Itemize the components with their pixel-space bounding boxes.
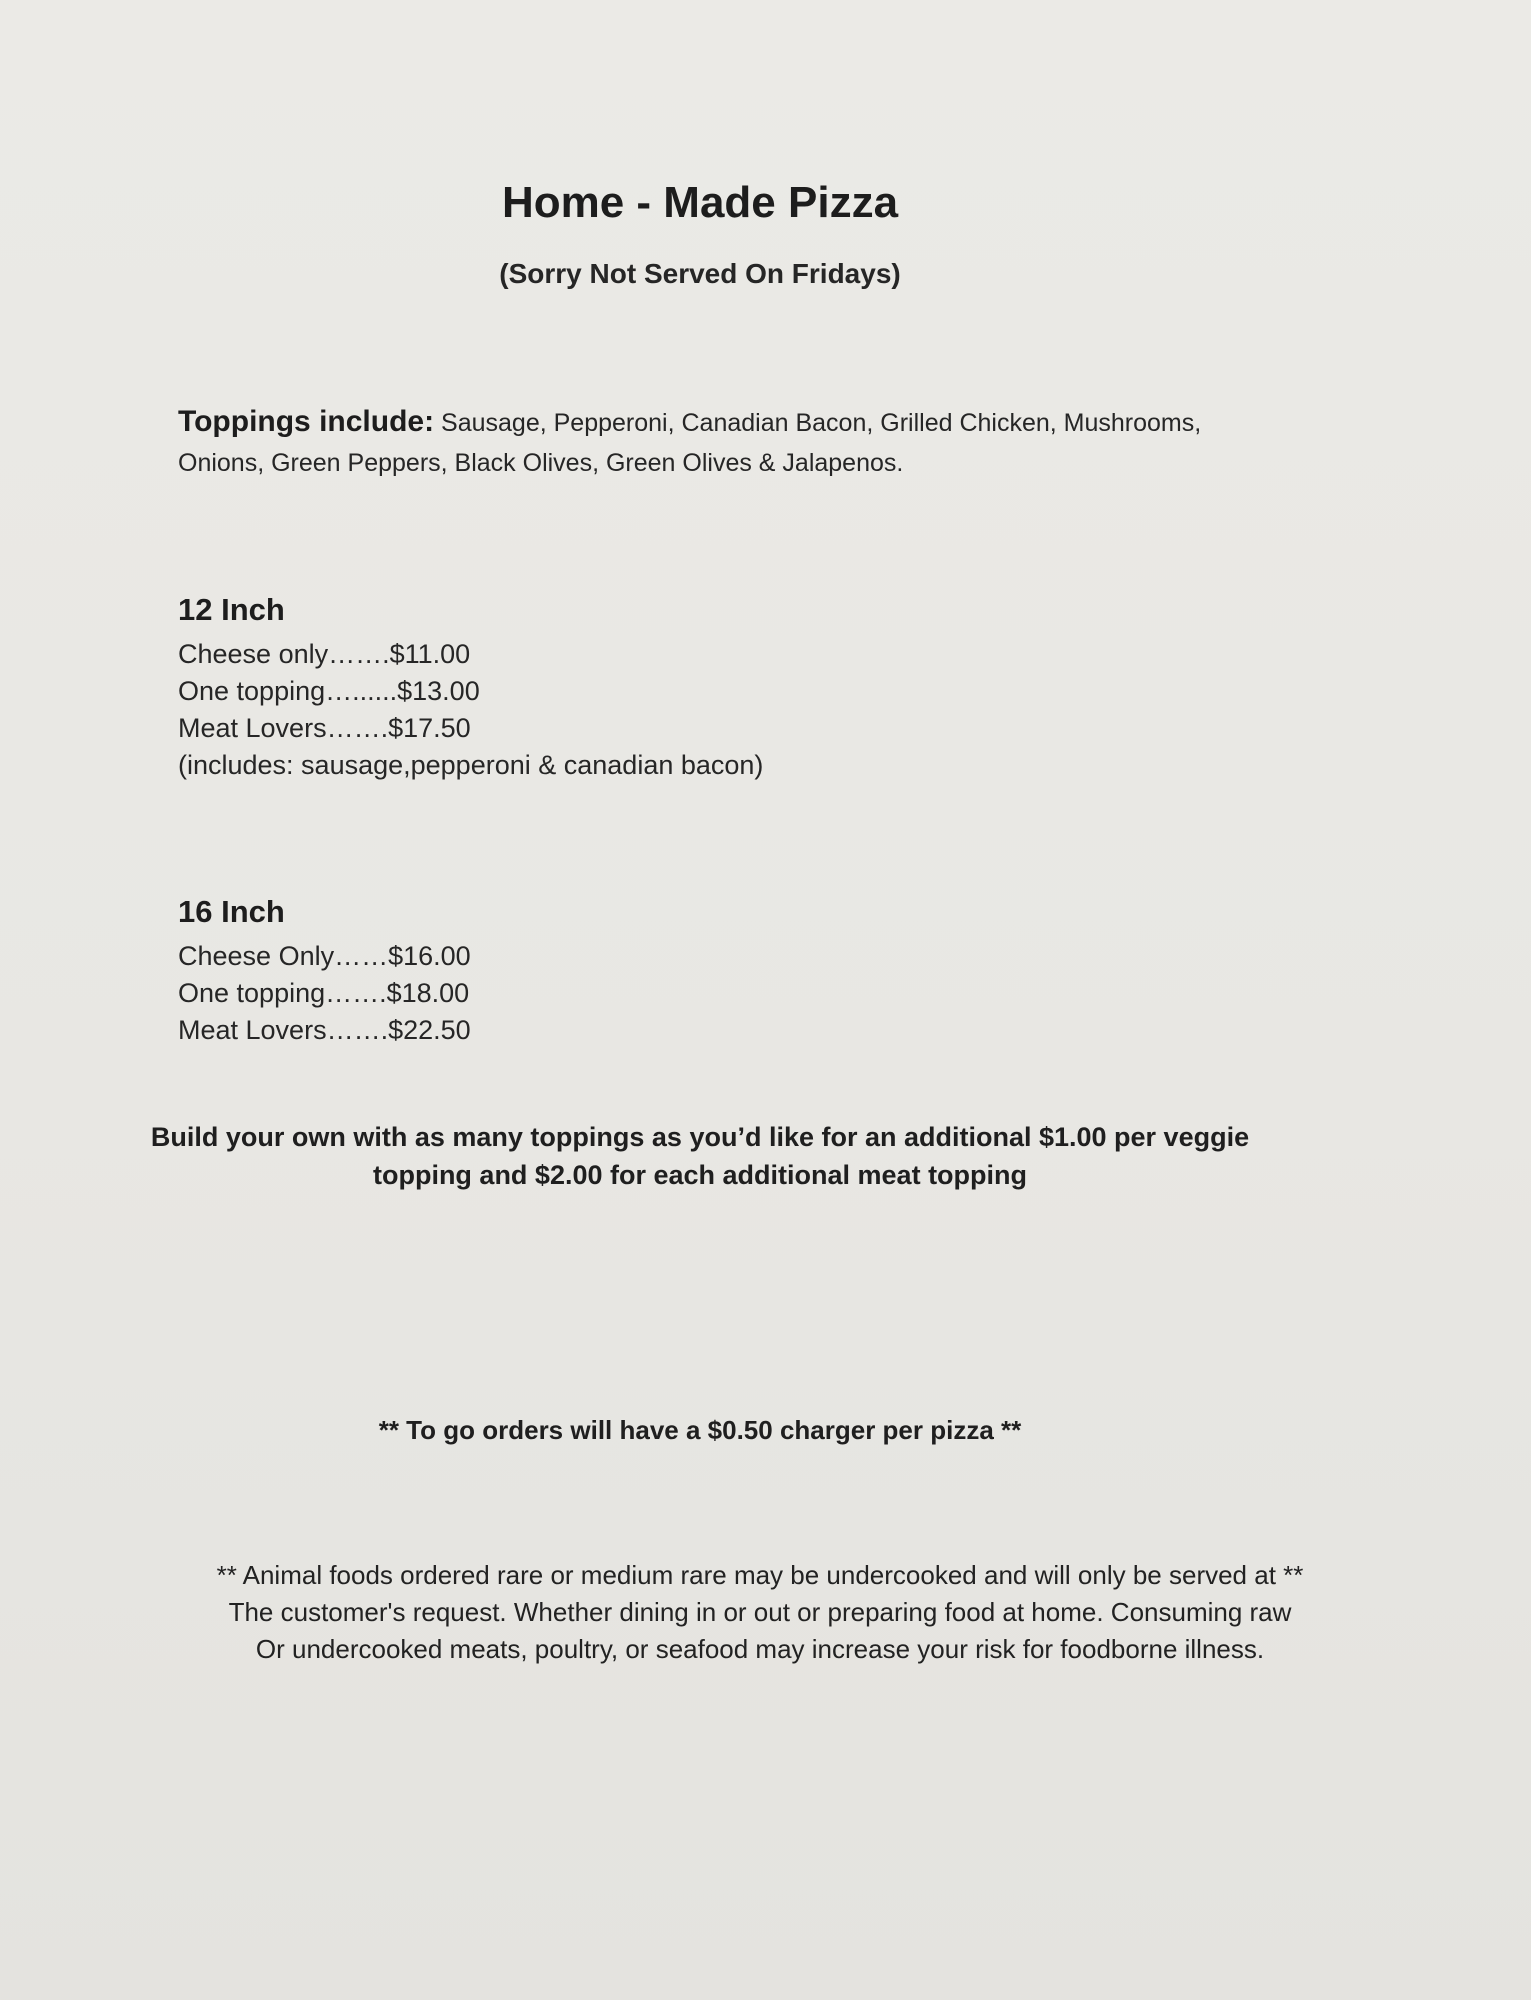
meat-lovers-note: (includes: sausage,pepperoni & canadian bacon) <box>178 750 764 780</box>
disclaimer-line-3: Or undercooked meats, poultry, or seafood may increase your risk for foodborne illness. <box>255 1634 1265 1664</box>
food-safety-disclaimer <box>150 1557 1370 1668</box>
disclaimer-line-2: The customer's request. Whether dining in or out or preparing food at home. Consuming raw <box>228 1597 1292 1627</box>
size-16-heading: 16 Inch <box>178 894 285 929</box>
build-line-1: Build your own with as many toppings as you’d like for an additional $1.00 per veggie <box>150 1122 1250 1152</box>
toppings-list-2: Onions, Green Peppers, Black Olives, Green Olives & Jalapenos. <box>178 449 904 477</box>
size-12-heading: 12 Inch <box>178 592 285 627</box>
build-your-own-note <box>150 1118 1250 1194</box>
toppings-section <box>178 402 1358 483</box>
toppings-line-1 <box>178 402 1358 443</box>
to-go-charge-note: ** To go orders will have a $0.50 charger per pizza ** <box>378 1415 1022 1445</box>
size-12-section <box>178 592 763 784</box>
price-line: Meat Lovers…….$17.50 <box>178 713 471 743</box>
price-line: One topping…….$18.00 <box>178 978 470 1008</box>
price-line: One topping…......$13.00 <box>178 676 480 706</box>
price-line: Cheese only…….$11.00 <box>178 639 471 669</box>
page-subtitle: (Sorry Not Served On Fridays) <box>499 258 901 289</box>
build-line-2: topping and $2.00 for each additional meat topping <box>372 1160 1028 1190</box>
toppings-lead: Toppings include: <box>178 405 435 438</box>
disclaimer-line-1: ** Animal foods ordered rare or medium rare may be undercooked and will only be served at ** <box>216 1560 1304 1590</box>
price-line: Cheese Only……$16.00 <box>178 941 471 971</box>
page-title: Home - Made Pizza <box>501 178 899 227</box>
size-16-section <box>178 894 471 1049</box>
price-line: Meat Lovers…….$22.50 <box>178 1015 471 1045</box>
toppings-list-1: Sausage, Pepperoni, Canadian Bacon, Grilled Chicken, Mushrooms, <box>441 409 1202 437</box>
